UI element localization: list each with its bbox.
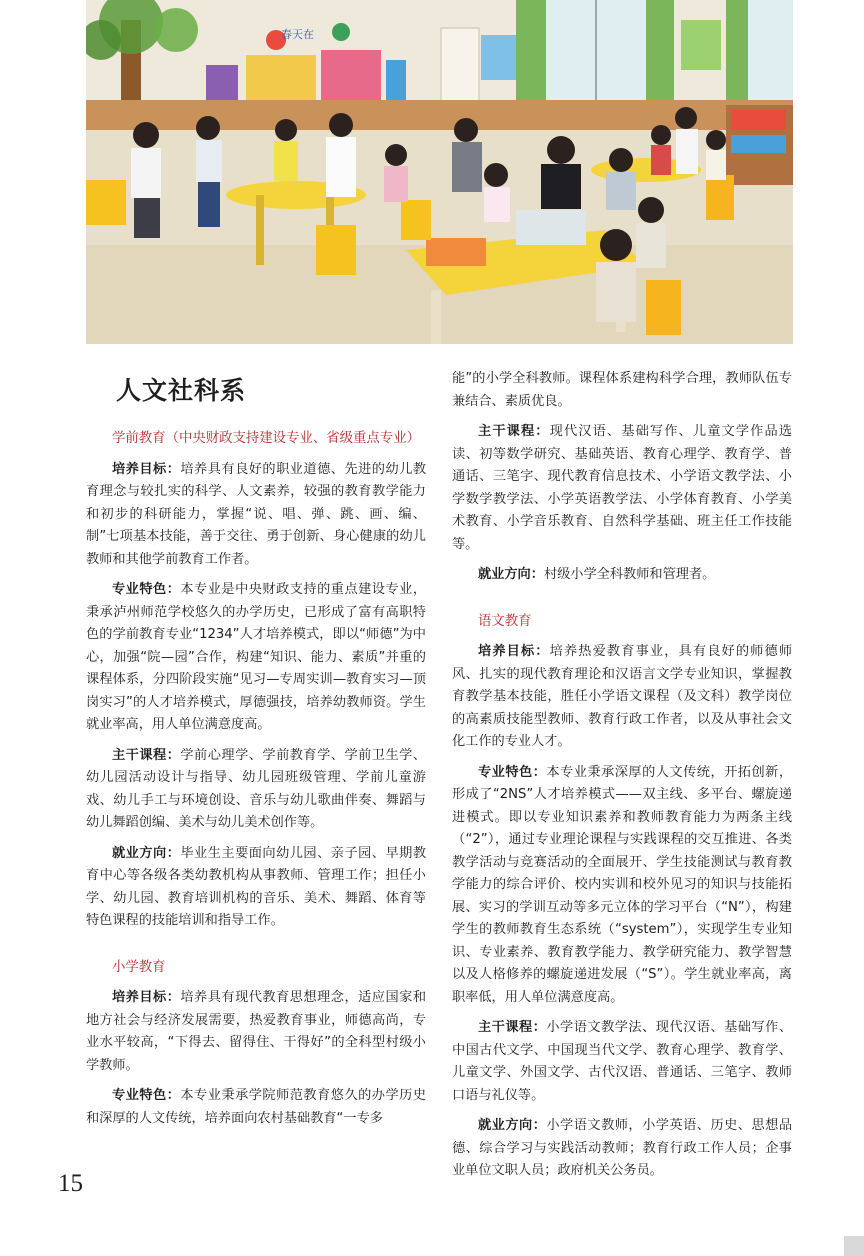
- paragraph: [452, 564, 792, 587]
- page-number: 15: [58, 1170, 83, 1197]
- para-text: 本专业秉承深厚的人文传统，开拓创新，形成了“2NS”人才培养模式——双主线、多平台、螺旋递进模式。即以专业知识素养和教师教育能力为两条主线（“2”），通过专业理论课程与实践课程的交互推进、各类教学活动与竞赛活动的全面展开、学生技能测试与教育教学能力的综合评价、校内实训和校外见习的知识与技能拓展、实习的学训互动等多元立体的学习平台（“N”），构建学生的教师教育生态系统（“system”），实现学生专业知识、专业素养、教育教学能力、教学研究能力、教学智慧以及人格修养的螺旋递进发展（“S”）。学生就业率高，离职率低，用人单位满意度高。: [452, 764, 793, 1005]
- para-text: 毕业生主要面向幼儿园、亲子园、早期教育中心等各级各类幼教机构从事教师、管理工作；担任小学、幼儿园、教育培训机构的音乐、美术、舞蹈、体育等特色课程的技能培训和指导工作。: [86, 845, 427, 928]
- para-key: 培养目标：: [112, 461, 181, 477]
- page-title: 人文社科系: [116, 376, 247, 405]
- paragraph-continuation: 能”的小学全科教师。课程体系建构科学合理，教师队伍专兼结合、素质优良。: [452, 371, 792, 409]
- page-corner: [844, 1236, 864, 1256]
- section-heading-preschool: 学前教育（中央财政支持建设专业、省级重点专业）: [112, 431, 420, 446]
- para-text: 培养热爱教育事业，具有良好的师德师风、扎实的现代教育理论和汉语言文学专业知识，掌握教育教学基本技能，胜任小学语文课程（及文科）教学岗位的高素质技能型教师、教育行政工作者，以及从事社会文化工作的专业人才。: [452, 644, 793, 749]
- para-key: 就业方向：: [112, 845, 181, 861]
- paragraph: [452, 641, 792, 754]
- classroom-photo: [86, 0, 793, 344]
- para-key: 专业特色：: [112, 1088, 181, 1103]
- paragraph: [452, 1115, 792, 1183]
- paragraph: [86, 745, 426, 835]
- para-text: 村级小学全科教师和管理者。: [543, 567, 716, 582]
- para-text: 本专业是中央财政支持的重点建设专业，秉承泸州师范学校悠久的办学历史，已形成了富有高职特色的学前教育专业“1234”人才培养模式，即以“师德”为中心，加强“院—园”合作，构建“知识、能力、素质”并重的课程体系，分四阶段实施“见习—专周实训—教育实习—顶岗实习”的人才培养模式，厚德强技，培养幼教师资。学生就业率高，用人单位满意度高。: [86, 582, 427, 732]
- paragraph: [452, 762, 792, 1010]
- para-key: 主干课程：: [112, 747, 181, 763]
- para-key: 培养目标：: [478, 644, 550, 659]
- section-heading-primary: 小学教育: [112, 959, 166, 975]
- para-text: 小学语文教学法、现代汉语、基础写作、中国古代文学、中国现当代文学、教育心理学、教育学、儿童文学、外国文学、古代汉语、普通话、三笔字、教师口语与礼仪等。: [452, 1020, 793, 1103]
- paragraph: [86, 459, 426, 572]
- para-key: 专业特色：: [478, 764, 547, 780]
- para-text: 小学语文教师，小学英语、历史、思想品德、综合学习与实践活动教师；教育行政工作人员；企事业单位文职人员；政府机关公务员。: [452, 1118, 793, 1178]
- paragraph: [86, 843, 426, 933]
- wall-sign-text: 春天在: [281, 28, 314, 41]
- left-column: [86, 360, 426, 1138]
- para-key: 主干课程：: [478, 1020, 547, 1035]
- section-heading-chinese: 语文教育: [478, 613, 532, 629]
- para-key: 培养目标：: [112, 990, 181, 1005]
- paragraph: [86, 1085, 426, 1130]
- para-text: 培养具有现代教育思想理念，适应国家和地方社会与经济发展需要，热爱教育事业，师德高尚，专业水平较高，“下得去、留得住、干得好”的全科型村级小学教师。: [86, 990, 427, 1073]
- right-column: [452, 368, 792, 1191]
- paragraph: [452, 421, 792, 556]
- para-text: 现代汉语、基础写作、儿童文学作品选读、初等数学研究、基础英语、教育心理学、教育学、普通话、三笔字、现代教育信息技术、小学语文教学法、小学数学教学法、小学英语教学法、小学体育教育、小学美术教育、小学音乐教育、自然科学基础、班主任工作技能等。: [452, 424, 793, 552]
- para-key: 专业特色：: [112, 582, 181, 597]
- para-key: 主干课程：: [478, 424, 550, 439]
- para-text: 培养具有良好的职业道德、先进的幼儿教育理念与较扎实的科学、人文素养，较强的教育教学能力和初步的科研能力，掌握“说、唱、弹、跳、画、编、制”七项基本技能，善于交往、勇于创新、身心健康的幼儿教师和其他学前教育工作者。: [86, 461, 427, 567]
- para-key: 就业方向：: [478, 1118, 547, 1133]
- paragraph: [86, 579, 426, 737]
- para-text: 本专业秉承学院师范教育悠久的办学历史和深厚的人文传统，培养面向农村基础教育“一专多: [86, 1088, 427, 1126]
- paragraph: [452, 1017, 792, 1107]
- para-text: 学前心理学、学前教育学、学前卫生学、幼儿园活动设计与指导、幼儿园班级管理、学前儿童游戏、幼儿手工与环境创设、音乐与幼儿歌曲伴奏、舞蹈与幼儿舞蹈创编、美术与幼儿美术创作等。: [86, 747, 427, 830]
- paragraph: [86, 987, 426, 1077]
- para-key: 就业方向：: [478, 567, 544, 582]
